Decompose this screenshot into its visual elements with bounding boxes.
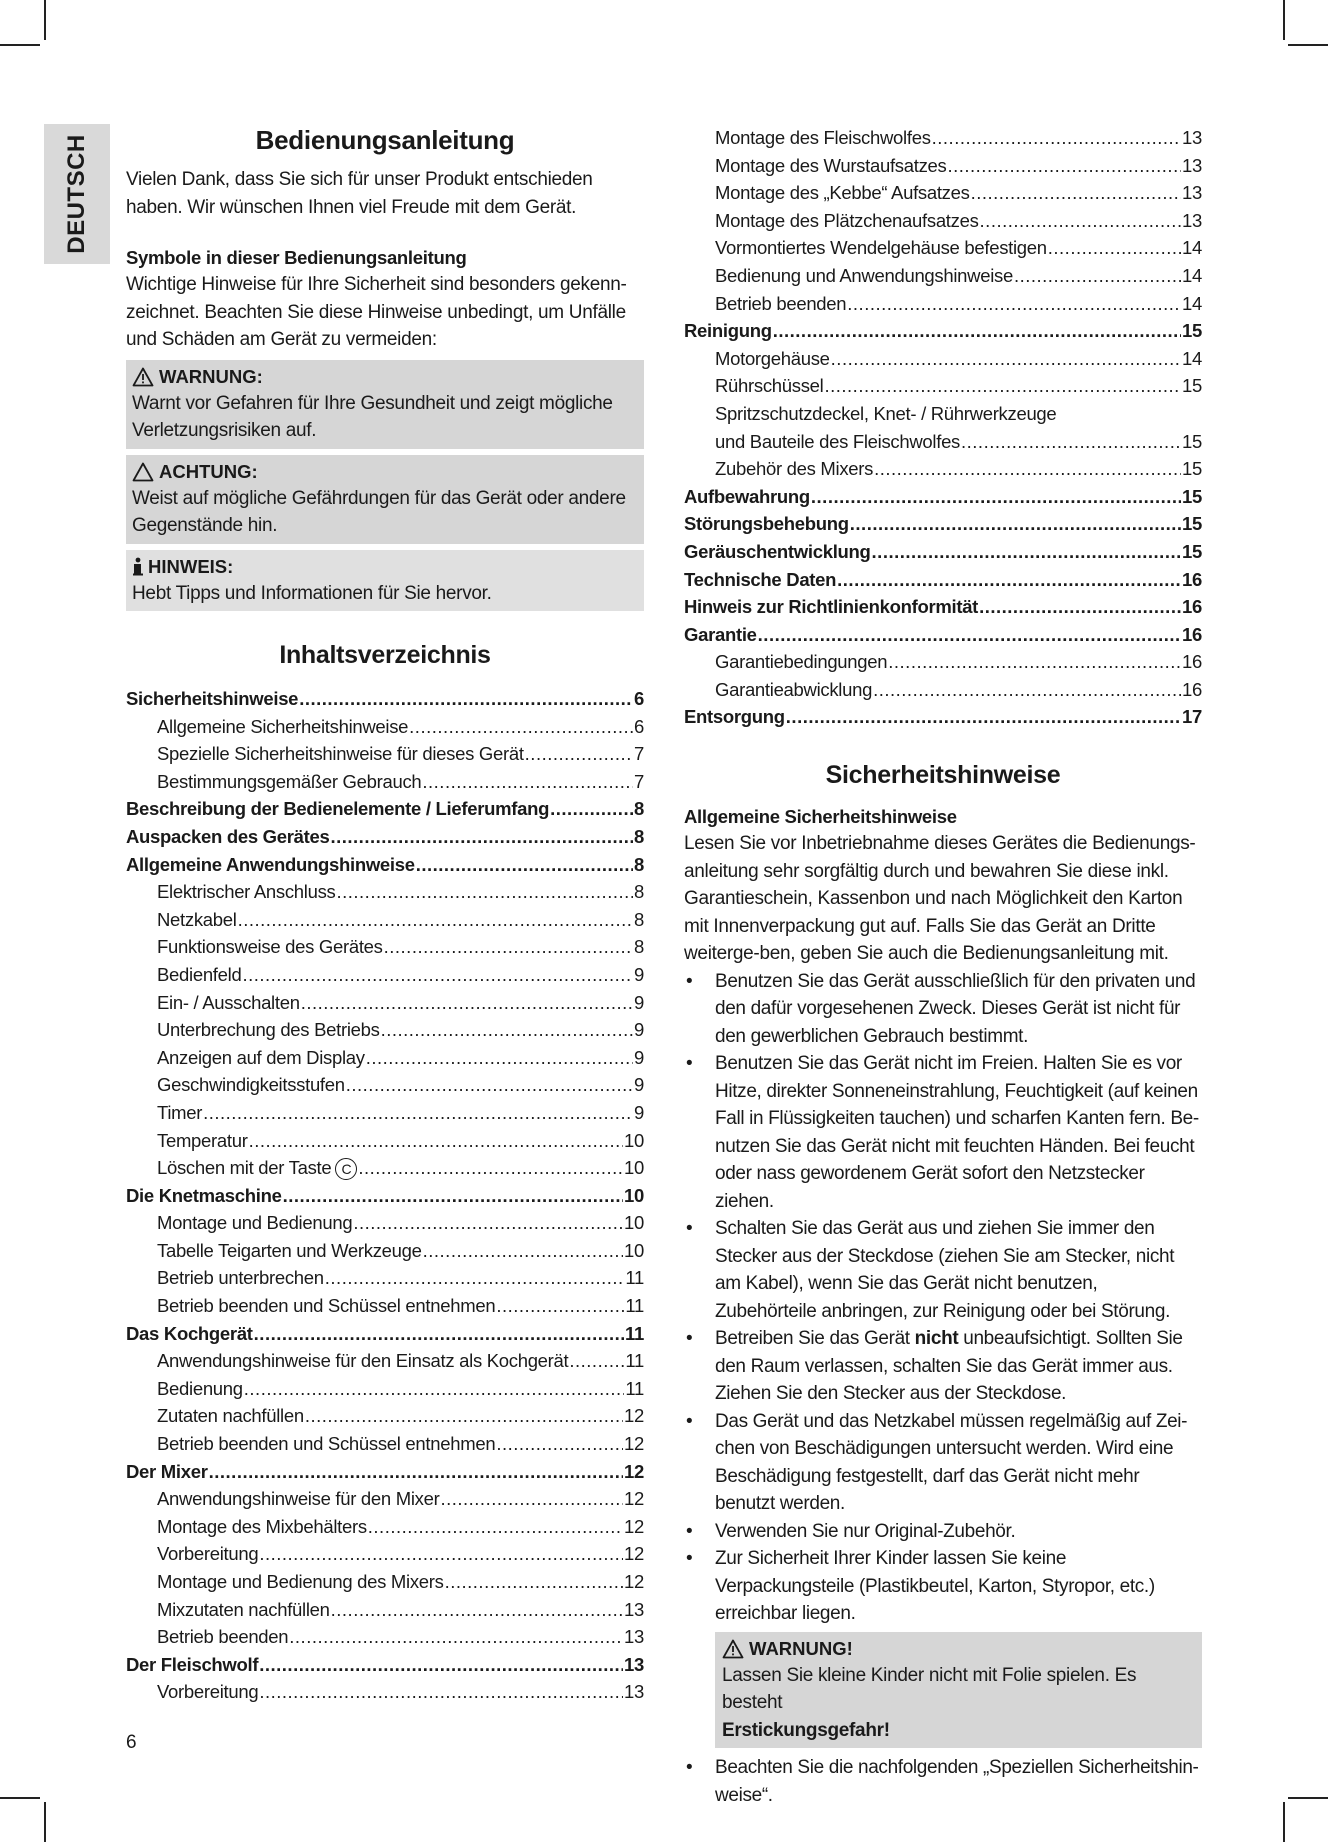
toc-entry — [126, 823, 644, 851]
toc-leader — [786, 703, 1181, 731]
toc-leader — [331, 1596, 623, 1624]
toc-entry — [684, 372, 1202, 400]
toc-leader — [888, 648, 1181, 676]
toc-entry — [684, 593, 1202, 621]
toc-entry-label: Geräuschentwicklung — [684, 540, 871, 562]
toc-entry-label: Betrieb beenden und Schüssel entnehmen — [157, 1433, 496, 1455]
toc-entry-label: Rührschüssel — [715, 375, 824, 397]
toc-entry — [126, 1485, 644, 1513]
list-item: • Benutzen Sie das Gerät ausschließlich für den privaten und den dafür vorgesehenen Zweck. Dieses Gerät ist nicht für den gewerblichen Gebrauch bestimmt. — [684, 968, 1202, 1051]
toc-entry-label: Zubehör des Mixers — [715, 458, 874, 480]
toc-leader — [872, 538, 1181, 566]
note-text: Hebt Tipps und Informationen für Sie hervor. — [132, 582, 492, 604]
toc-entry-page: 9 — [634, 963, 644, 985]
toc-entry-page: 13 — [624, 1626, 644, 1648]
toc-entry — [126, 1568, 644, 1596]
toc-entry-label: Montage des „Kebbe“ Aufsatzes — [715, 182, 970, 204]
toc-entry — [684, 234, 1202, 262]
toc-entry-page: 7 — [634, 743, 644, 765]
warning-title: WARNUNG: — [159, 365, 263, 387]
toc-entry-page: 7 — [634, 770, 644, 792]
toc-entry-page: 15 — [1182, 485, 1202, 507]
toc-entry-label: Spezielle Sicherheitshinweise für dieses Gerät — [157, 743, 524, 765]
toc-entry-label: Netzkabel — [157, 908, 237, 930]
toc-title: Inhaltsverzeichnis — [279, 641, 491, 669]
toc-entry-label: Zutaten nachfüllen — [157, 1405, 304, 1427]
toc-entry-label: Garantieabwicklung — [715, 678, 873, 700]
toc-entry — [126, 1044, 644, 1072]
child-warning-box — [715, 1632, 1202, 1749]
toc-entry — [126, 1127, 644, 1155]
toc-entry-label: Montage des Mixbehälters — [157, 1515, 367, 1537]
toc-entry — [126, 1320, 644, 1348]
toc-entry-label: Der Mixer — [126, 1460, 208, 1482]
toc-entry-page: 13 — [1182, 154, 1202, 176]
toc-entry-page: 15 — [1182, 513, 1202, 535]
toc-entry-page: 13 — [624, 1653, 644, 1675]
toc-entry — [684, 262, 1202, 290]
toc-entry-page: 13 — [624, 1598, 644, 1620]
toc-entry-label: Bedienung und Anwendungshinweise — [715, 264, 1013, 286]
left-column — [126, 124, 644, 1706]
toc-entry-page: 11 — [625, 1350, 644, 1372]
toc-entry — [126, 1154, 644, 1182]
toc-entry — [126, 1458, 644, 1486]
toc-entry-label: Geschwindigkeitsstufen — [157, 1074, 345, 1096]
toc-entry-label: Spritzschutzdeckel, Knet- / Rührwerkzeuge — [715, 402, 1057, 424]
toc-entry — [684, 538, 1202, 566]
toc-entry-page: 14 — [1182, 264, 1202, 286]
toc-entry — [684, 317, 1202, 345]
toc-entry-page: 13 — [1182, 127, 1202, 148]
toc-entry — [126, 1623, 644, 1651]
toc-entry-label: Bestimmungsgemäßer Gebrauch — [157, 770, 422, 792]
toc-leader — [283, 1182, 623, 1210]
toc-leader — [874, 455, 1181, 483]
toc-entry — [684, 207, 1202, 235]
toc-entry — [684, 648, 1202, 676]
toc-leader — [305, 1402, 623, 1430]
toc-entry-label: Montage des Fleischwolfes — [715, 127, 931, 148]
toc-entry-label: Allgemeine Anwendungshinweise — [126, 853, 415, 875]
toc-entry-page: 16 — [1182, 623, 1202, 645]
list-item: • Zur Sicherheit Ihrer Kinder lassen Sie keine Verpackungsteile (Plastikbeutel, Karton, Styropor, etc.) erreichbar liegen. — [684, 1545, 1202, 1628]
toc-entry-page: 14 — [1182, 347, 1202, 369]
warning-emphasis: Erstickungsgefahr! — [722, 1719, 890, 1741]
toc-leader — [550, 795, 633, 823]
toc-entry-label: Temperatur — [157, 1129, 248, 1151]
toc-entry-label: Montage und Bedienung — [157, 1212, 353, 1234]
toc-entry-label: Das Kochgerät — [126, 1322, 253, 1344]
crop-mark — [1288, 44, 1328, 46]
toc-entry-label: Störungsbehebung — [684, 513, 849, 535]
toc-entry-label: Motorgehäuse — [715, 347, 830, 369]
toc-entry-label: Betrieb beenden — [715, 292, 847, 314]
toc-leader — [254, 1320, 624, 1348]
toc-leader — [244, 1375, 625, 1403]
toc-entry-label: Der Fleischwolf — [126, 1653, 259, 1675]
toc-entry-page: 11 — [625, 1322, 644, 1344]
toc-entry — [126, 768, 644, 796]
toc-entry — [126, 1540, 644, 1568]
toc-entry-page: 9 — [634, 1074, 644, 1096]
list-item: • Schalten Sie das Gerät aus und ziehen Sie immer den Stecker aus der Steckdose (ziehen Sie am Stecker, nicht am Kabel), wenn Sie das Gerät nicht benutzen, Zubehörteile anbringen, zur Reinigung oder bei Störung. — [684, 1215, 1202, 1325]
page-number: 6 — [126, 1732, 137, 1753]
clear-button-icon: C — [335, 1158, 357, 1180]
toc-entry-page: 12 — [624, 1515, 644, 1537]
toc-entry-label: Garantie — [684, 623, 757, 645]
general-safety-heading: Allgemeine Sicherheitshinweise — [684, 806, 957, 828]
bullet-emphasis: nicht — [914, 1328, 959, 1350]
toc-entry-label: Die Knetmaschine — [126, 1184, 282, 1206]
warning-title: WARNUNG! — [749, 1637, 853, 1659]
page-title: Bedienungsanleitung — [255, 125, 515, 155]
toc-entry-page: 8 — [634, 853, 644, 875]
list-item: • Das Gerät und das Netzkabel müssen regelmäßig auf Zei-chen von Beschädigungen untersucht werden. Wird eine Beschädigung festgestellt, darf das Gerät nicht mehr benutzt werden. — [684, 1408, 1202, 1518]
list-item: • Beachten Sie die nachfolgenden „Speziellen Sicherheitshin-weise“. — [684, 1754, 1202, 1809]
toc-leader — [824, 372, 1181, 400]
general-safety-text: Lesen Sie vor Inbetriebnahme dieses Gerätes die Bedienungs-anleitung sehr sorgfältig durch und bewahren Sie diese inkl. Garantieschein, Kassenbon und nach Möglichkeit den Karton mit Innenverpackung gut auf. Falls Sie das Gerät an Dritte weiterge-ben, geben Sie auch die Bedienungsanleitung mit. — [684, 833, 1196, 965]
toc-leader — [1014, 262, 1181, 290]
warning-icon — [722, 1639, 744, 1659]
toc-entry-label: Garantiebedingungen — [715, 651, 888, 673]
toc-entry — [126, 1182, 644, 1210]
toc-entry — [684, 676, 1202, 704]
list-item: • Benutzen Sie das Gerät nicht im Freien. Halten Sie es vor Hitze, direkter Sonneneinstrahlung, Feuchtigkeit (auf keinen Fall in Flüssigkeiten tauchen) und scharfen Kanten fern. Be-nutzen Sie das Gerät nicht mit feuchten Händen. Bei feucht oder nass gewordenem Gerät sofort den Netzstecker ziehen. — [684, 1050, 1202, 1215]
caution-title: ACHTUNG: — [159, 460, 258, 482]
right-column — [684, 124, 1202, 1809]
toc-entry-label: Allgemeine Sicherheitshinweise — [157, 715, 409, 737]
bullet-text: Betreiben Sie das Gerät — [715, 1328, 915, 1350]
toc-entry — [126, 1402, 644, 1430]
toc-entry-label: Beschreibung der Bedienelemente / Lieferumfang — [126, 798, 550, 820]
toc-leader — [496, 1430, 623, 1458]
toc-entry-label: Betrieb beenden — [157, 1626, 289, 1648]
toc-leader — [259, 1540, 623, 1568]
toc-leader — [1048, 234, 1181, 262]
toc-leader — [932, 124, 1181, 152]
toc-entry-page: 8 — [634, 825, 644, 847]
toc-entry-page: 12 — [624, 1405, 644, 1427]
toc-leader — [847, 290, 1181, 318]
toc-entry-page: 6 — [634, 688, 644, 709]
toc-leader — [773, 317, 1181, 345]
toc-leader — [299, 685, 633, 713]
toc-entry-label: Löschen mit der Taste — [157, 1157, 332, 1179]
toc-entry-label: und Bauteile des Fleischwolfes — [715, 430, 961, 452]
toc-entry-page: 15 — [1182, 430, 1202, 452]
toc-entry-label: Betrieb unterbrechen — [157, 1267, 324, 1289]
crop-mark — [44, 0, 46, 40]
toc-entry — [684, 428, 1202, 456]
list-item — [684, 1325, 1202, 1408]
toc-entry-page: 14 — [1182, 292, 1202, 314]
toc-entry-label: Elektrischer Anschluss — [157, 881, 336, 903]
toc-entry — [126, 1209, 644, 1237]
toc-entry — [126, 713, 644, 741]
toc-entry-label: Mixzutaten nachfüllen — [157, 1598, 330, 1620]
toc-entry — [126, 961, 644, 989]
safety-bullets — [684, 968, 1202, 1628]
toc-entry-page: 15 — [1182, 375, 1202, 397]
toc-entry — [126, 1596, 644, 1624]
toc-entry-page: 8 — [634, 798, 644, 820]
toc-leader — [525, 740, 633, 768]
toc-entry-page: 13 — [1182, 209, 1202, 231]
toc-entry-page: 11 — [625, 1267, 644, 1289]
toc-entry-label: Vormontiertes Wendelgehäuse befestigen — [715, 237, 1047, 259]
toc-leader — [289, 1623, 623, 1651]
toc-entry-label: Sicherheitshinweise — [126, 688, 299, 709]
toc-entry — [684, 179, 1202, 207]
warning-box — [126, 360, 644, 449]
caution-icon — [132, 462, 154, 482]
warning-text: Lassen Sie kleine Kinder nicht mit Folie spielen. Es besteht — [722, 1664, 1137, 1714]
toc-leader — [330, 823, 633, 851]
toc-leader — [416, 851, 633, 879]
toc-entry-label: Bedienung — [157, 1377, 243, 1399]
info-icon — [132, 557, 144, 577]
toc-leader — [811, 483, 1181, 511]
toc-entry — [684, 566, 1202, 594]
toc-leader — [301, 989, 633, 1017]
language-tab — [44, 124, 110, 264]
toc-entry — [126, 1292, 644, 1320]
crop-mark — [1283, 1802, 1285, 1842]
toc-entry — [126, 1375, 644, 1403]
toc-leader — [961, 428, 1181, 456]
toc-entry — [684, 345, 1202, 373]
toc-entry-label: Hinweis zur Richtlinienkonformität — [684, 596, 979, 618]
toc-leader — [242, 961, 633, 989]
list-item: • Verwenden Sie nur Original-Zubehör. — [684, 1518, 1202, 1546]
crop-mark — [0, 1797, 40, 1799]
toc-leader — [873, 676, 1181, 704]
toc-entry-page: 13 — [624, 1681, 644, 1703]
toc-leader — [325, 1264, 625, 1292]
toc-entry — [684, 483, 1202, 511]
toc-entry — [126, 1071, 644, 1099]
toc-entry-label: Anwendungshinweise für den Mixer — [157, 1488, 440, 1510]
toc-entry-page: 8 — [634, 908, 644, 930]
toc-leader — [346, 1071, 633, 1099]
toc-entry-page: 15 — [1182, 320, 1202, 342]
toc-entry-page: 11 — [625, 1295, 644, 1317]
toc-entry — [684, 124, 1202, 152]
toc-leader — [209, 1458, 623, 1486]
toc-entry-label: Aufbewahrung — [684, 485, 810, 507]
toc-leader — [366, 1044, 633, 1072]
toc-entry-page: 12 — [624, 1488, 644, 1510]
toc-entry-page: 9 — [634, 1019, 644, 1041]
toc-entry — [126, 1264, 644, 1292]
toc-entry-page: 9 — [634, 1046, 644, 1068]
toc-entry-page: 12 — [624, 1543, 644, 1565]
note-box — [126, 550, 644, 612]
toc-entry-label: Technische Daten — [684, 568, 837, 590]
toc-entry-page: 14 — [1182, 237, 1202, 259]
warning-text: Warnt vor Gefahren für Ihre Gesundheit und zeigt mögliche Verletzungsrisiken auf. — [132, 392, 613, 441]
toc-entry — [126, 1651, 644, 1679]
toc-entry — [126, 685, 644, 713]
toc-entry-page: 15 — [1182, 540, 1202, 562]
toc-entry-label: Unterbrechung des Betriebs — [157, 1019, 380, 1041]
toc-entry-page: 16 — [1182, 678, 1202, 700]
toc-entry-page: 11 — [625, 1377, 644, 1399]
toc-leader — [238, 906, 633, 934]
toc-entry — [684, 290, 1202, 318]
toc-entry-page: 12 — [624, 1433, 644, 1455]
toc-entry-page: 10 — [624, 1184, 644, 1206]
toc-entry-page: 10 — [624, 1157, 644, 1179]
symbols-heading: Symbole in dieser Bedienungsanleitung — [126, 247, 467, 268]
toc-entry — [126, 1237, 644, 1265]
toc-leader — [336, 878, 633, 906]
toc-entry-label: Timer — [157, 1101, 203, 1123]
intro-text: Vielen Dank, dass Sie sich für unser Produkt entschieden haben. Wir wünschen Ihnen viel Freude mit dem Gerät. — [126, 169, 593, 218]
toc-entry-label: Tabelle Teigarten und Werkzeuge — [157, 1239, 422, 1261]
toc-entry-page: 13 — [1182, 182, 1202, 204]
toc-entry — [126, 1513, 644, 1541]
toc-entry-page: 16 — [1182, 568, 1202, 590]
toc-entry — [684, 621, 1202, 649]
toc-leader — [569, 1347, 624, 1375]
toc-entry-page: 8 — [634, 881, 644, 903]
toc-leader — [358, 1154, 623, 1182]
crop-mark — [1288, 1797, 1328, 1799]
toc-entry-page: 16 — [1182, 651, 1202, 673]
bullet-text: unbeaufsichtigt. Sollten Sie den Raum verlassen, schalten Sie das Gerät immer aus. Ziehen Sie den Stecker aus der Steckdose. — [715, 1328, 1183, 1405]
toc-entry-page: 12 — [624, 1460, 644, 1482]
toc-leader — [496, 1292, 624, 1320]
toc-leader — [384, 933, 633, 961]
symbols-text: Wichtige Hinweise für Ihre Sicherheit sind besonders gekenn-zeichnet. Beachten Sie diese Hinweise unbedingt, um Unfälle und Schäden am Gerät zu vermeiden: — [126, 274, 627, 350]
toc-entry-label: Anzeigen auf dem Display — [157, 1046, 365, 1068]
toc-entry — [684, 455, 1202, 483]
toc-leader — [980, 207, 1181, 235]
toc-entry-page: 9 — [634, 1101, 644, 1123]
toc-leader — [423, 1237, 623, 1265]
toc-entry-label: Funktionsweise des Gerätes — [157, 936, 383, 958]
toc-leader — [259, 1651, 623, 1679]
toc-entry — [684, 510, 1202, 538]
toc-entry-label: Bedienfeld — [157, 963, 242, 985]
toc-entry-page: 8 — [634, 936, 644, 958]
toc-entry-page: 9 — [634, 991, 644, 1013]
crop-mark — [0, 44, 40, 46]
toc-leader — [368, 1513, 623, 1541]
toc-entry — [684, 152, 1202, 180]
toc-entry — [126, 1347, 644, 1375]
caution-box — [126, 455, 644, 544]
toc-entry-label: Entsorgung — [684, 706, 785, 728]
warning-icon — [132, 367, 154, 387]
toc-leader — [971, 179, 1181, 207]
toc-entry-label: Betrieb beenden und Schüssel entnehmen — [157, 1295, 496, 1317]
toc-entry-page: 16 — [1182, 596, 1202, 618]
toc-entry — [126, 989, 644, 1017]
toc-entry-page: 10 — [624, 1239, 644, 1261]
language-label: DEUTSCH — [63, 134, 90, 254]
toc-entry-label: Anwendungshinweise für den Einsatz als Kochgerät — [157, 1350, 569, 1372]
toc-entry-page: 6 — [634, 715, 644, 737]
toc-entry-page: 17 — [1182, 706, 1202, 728]
toc-entry — [126, 1430, 644, 1458]
safety-bullets-final — [684, 1754, 1202, 1809]
toc-list — [126, 685, 644, 1706]
toc-leader — [381, 1016, 633, 1044]
toc-entry — [126, 1099, 644, 1127]
crop-mark — [1283, 0, 1285, 40]
toc-entry — [684, 400, 1202, 428]
toc-entry — [126, 851, 644, 879]
toc-entry — [126, 933, 644, 961]
toc-entry-label: Vorbereitung — [157, 1681, 259, 1703]
toc-entry-label: Montage des Wurstaufsatzes — [715, 154, 947, 176]
toc-entry-label: Auspacken des Gerätes — [126, 825, 330, 847]
toc-leader — [249, 1127, 623, 1155]
toc-entry — [126, 1678, 644, 1706]
toc-leader — [259, 1678, 623, 1706]
toc-leader — [409, 713, 633, 741]
caution-text: Weist auf mögliche Gefährdungen für das Gerät oder andere Gegenstände hin. — [132, 487, 626, 536]
toc-entry-label: Montage und Bedienung des Mixers — [157, 1571, 444, 1592]
toc-entry — [126, 740, 644, 768]
toc-entry-label: Reinigung — [684, 320, 772, 342]
toc-entry-label: Ein- / Ausschalten — [157, 991, 300, 1013]
toc-entry-page: 12 — [624, 1571, 644, 1592]
toc-entry — [126, 1016, 644, 1044]
toc-entry-page: 10 — [624, 1129, 644, 1151]
toc-entry-label: Montage des Plätzchenaufsatzes — [715, 209, 979, 231]
toc-entry — [126, 795, 644, 823]
toc-entry — [126, 906, 644, 934]
toc-leader — [831, 345, 1181, 373]
toc-entry-page: 15 — [1182, 458, 1202, 480]
toc-leader — [979, 593, 1181, 621]
toc-entry-page: 10 — [624, 1212, 644, 1234]
toc-entry — [684, 703, 1202, 731]
toc-leader — [837, 566, 1181, 594]
crop-mark — [44, 1802, 46, 1842]
toc-leader — [353, 1209, 623, 1237]
toc-list-continued — [684, 124, 1202, 731]
toc-entry — [126, 878, 644, 906]
note-title: HINWEIS: — [148, 555, 234, 577]
toc-leader — [422, 768, 633, 796]
toc-leader — [850, 510, 1181, 538]
toc-leader — [947, 152, 1181, 180]
toc-leader — [758, 621, 1181, 649]
toc-leader — [440, 1485, 623, 1513]
toc-entry-label: Vorbereitung — [157, 1543, 259, 1565]
safety-title: Sicherheitshinweise — [825, 761, 1061, 790]
toc-leader — [203, 1099, 633, 1127]
toc-leader — [445, 1568, 623, 1596]
